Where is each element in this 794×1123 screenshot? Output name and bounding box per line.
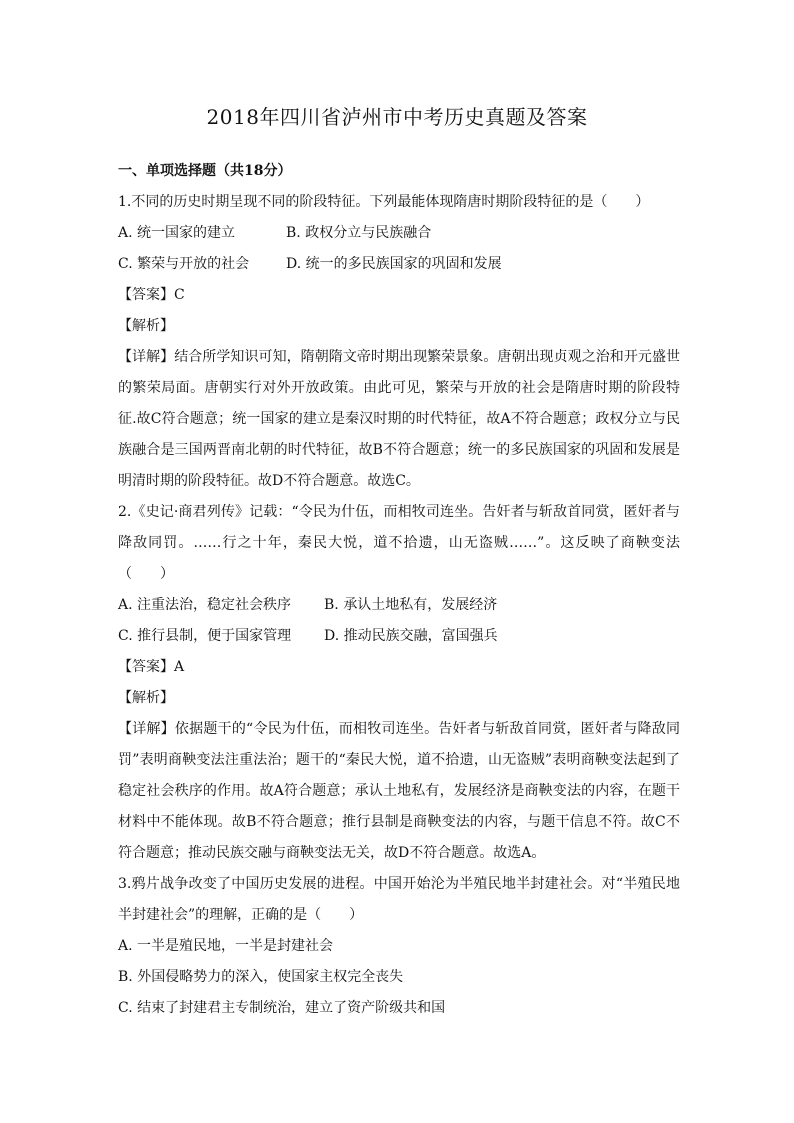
option-b: B. 承认土地私有，发展经济 bbox=[324, 597, 498, 613]
section-heading: 一、单项选择题（共18分） bbox=[118, 163, 292, 179]
option-row bbox=[118, 590, 680, 621]
question-stem: 3.鸦片战争改变了中国历史发展的进程。中国开始沦为半殖民地半封建社会。对“半殖民地半封建社会”的理解，正确的是（ ） bbox=[118, 876, 680, 923]
option-row bbox=[118, 621, 680, 652]
answer-value: C bbox=[174, 287, 185, 303]
detail-label: 【详解】 bbox=[118, 721, 175, 737]
option-c: C. 推行县制，便于国家管理 bbox=[118, 628, 292, 644]
answer-label: 【答案】 bbox=[118, 659, 174, 675]
option-b: B. 外国侵略势力的深入，使国家主权完全丧失 bbox=[118, 969, 404, 985]
detail-text: 依据题干的“令民为什伍，而相牧司连坐。告奸者与斩敌首同赏，匿奸者与降敌同罚”表明商鞅变法注重法治；题干的“秦民大悦，道不拾遗，山无盗贼”表明商鞅变法起到了稳定社会秩序的作用。故A符合题意；承认土地私有，发展经济是商鞅变法的内容，在题干材料中不能体现。故B不符合题意；推行县制是商鞅变法的内容，与题干信息不符。故C不符合题意；推动民族交融与商鞅变法无关，故D不符合题意。故选A。 bbox=[118, 721, 681, 861]
option-c: C. 结束了封建君主专制统治，建立了资产阶级共和国 bbox=[118, 1000, 446, 1016]
question-1 bbox=[118, 187, 680, 497]
detail-label: 【详解】 bbox=[118, 349, 175, 365]
answer-value: A bbox=[174, 659, 185, 675]
analysis-label: 【解析】 bbox=[118, 690, 174, 706]
detail-paragraph bbox=[118, 714, 680, 869]
document-title: 2018年四川省泸州市中考历史真题及答案 bbox=[206, 105, 588, 129]
option-a: A. 一半是殖民地，一半是封建社会 bbox=[118, 938, 334, 954]
answer-line bbox=[118, 280, 680, 311]
option-row bbox=[118, 218, 680, 249]
answer-line bbox=[118, 652, 680, 683]
question-stem: 2.《史记·商君列传》记载：“令民为什伍，而相牧司连坐。告奸者与斩敌首同赏，匿奸者与降敌同罚。……行之十年，秦民大悦，道不拾遗，山无盗贼……”。这反映了商鞅变法（ ） bbox=[118, 504, 680, 582]
option-b: B. 政权分立与民族融合 bbox=[286, 225, 432, 241]
detail-paragraph bbox=[118, 342, 680, 497]
analysis-label: 【解析】 bbox=[118, 318, 174, 334]
option-a: A. 统一国家的建立 bbox=[118, 225, 236, 241]
question-3 bbox=[118, 869, 680, 1024]
option-d: D. 统一的多民族国家的巩固和发展 bbox=[286, 256, 502, 272]
detail-text: 结合所学知识可知，隋朝隋文帝时期出现繁荣景象。唐朝出现贞观之治和开元盛世的繁荣局面。唐朝实行对外开放政策。由此可见，繁荣与开放的社会是隋唐时期的阶段特征.故C符合题意；统一国家的建立是秦汉时期的时代特征，故A不符合题意；政权分立与民族融合是三国两晋南北朝的时代特征，故B不符合题意；统一的多民族国家的巩固和发展是明清时期的阶段特征。故D不符合题意。故选C。 bbox=[118, 349, 681, 489]
option-c: C. 繁荣与开放的社会 bbox=[118, 256, 250, 272]
document-body bbox=[118, 156, 680, 1024]
option-row bbox=[118, 249, 680, 280]
answer-label: 【答案】 bbox=[118, 287, 174, 303]
option-d: D. 推动民族交融，富国强兵 bbox=[324, 628, 498, 644]
question-stem: 1.不同的历史时期呈现不同的阶段特征。下列最能体现隋唐时期阶段特征的是（ ） bbox=[118, 194, 650, 210]
question-2 bbox=[118, 497, 680, 869]
option-a: A. 注重法治，稳定社会秩序 bbox=[118, 597, 292, 613]
